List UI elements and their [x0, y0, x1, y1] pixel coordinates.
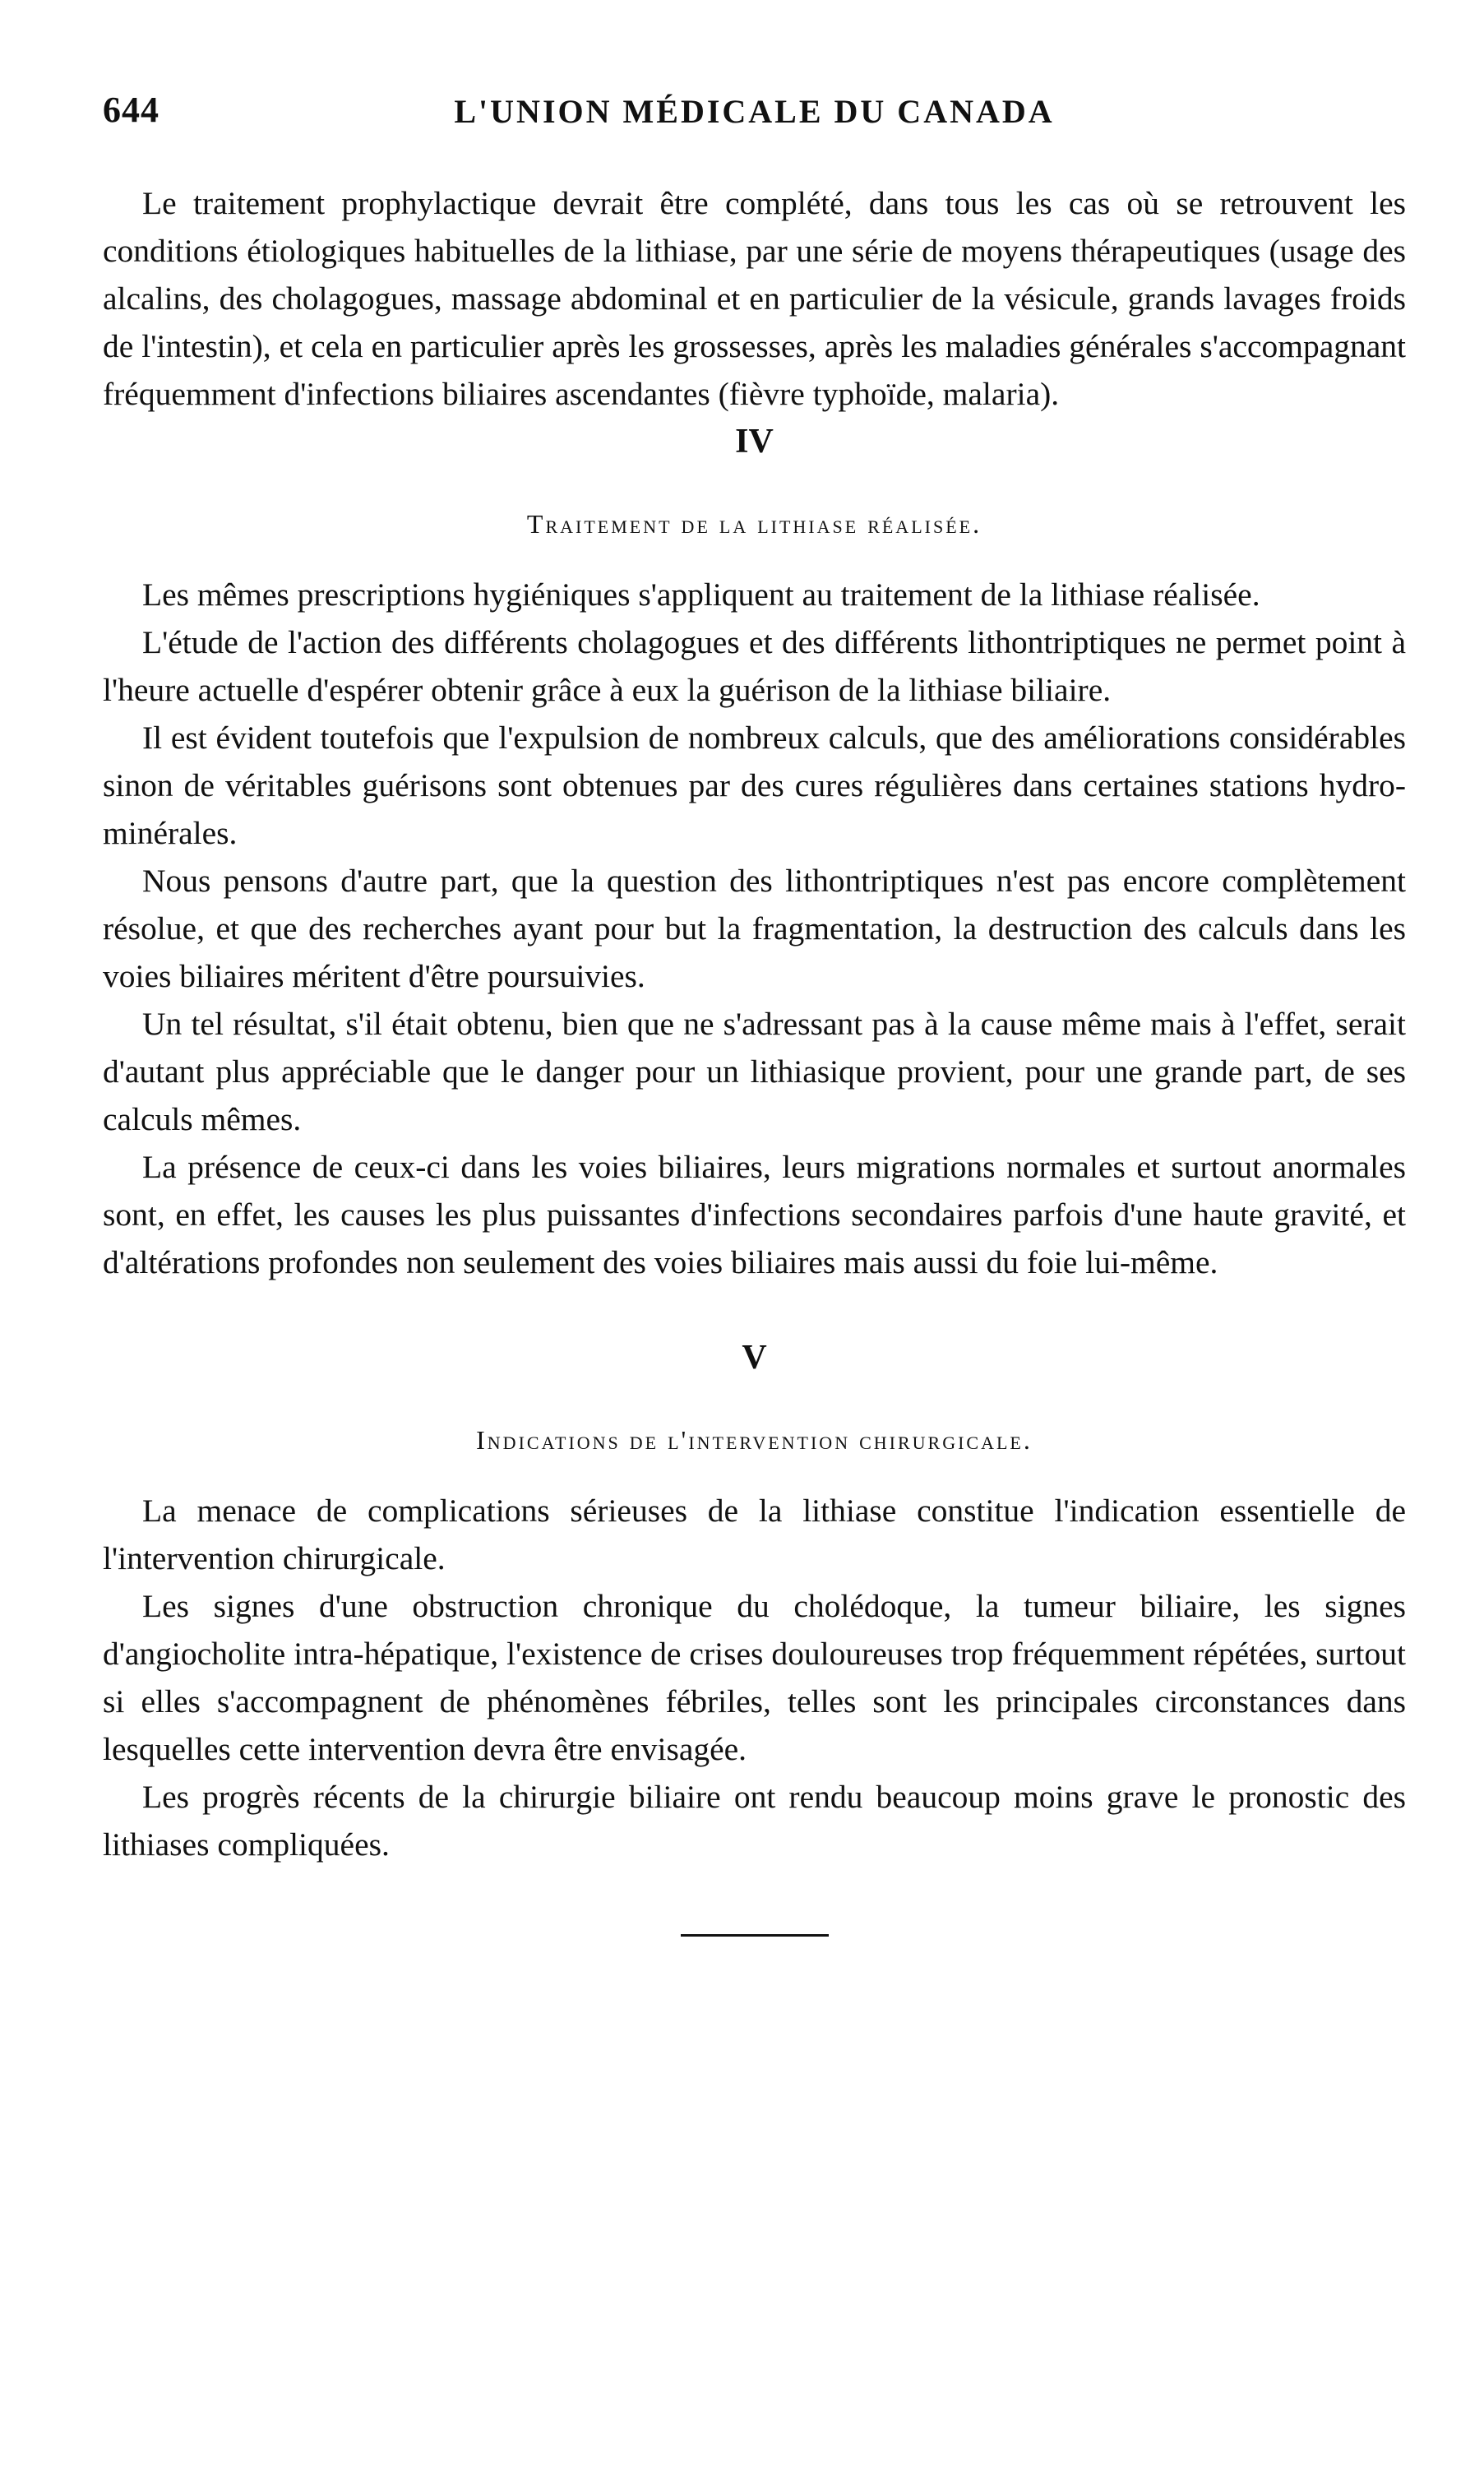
- journal-page: [103, 89, 1406, 1937]
- section-iv-paragraph: La présence de ceux-ci dans les voies biliaires, leurs migrations normales et surtout anormales sont, en effet, les causes les plus puissantes d'infections secondaires parfois d'une haute gravité, et d'altérations profondes non seulement des voies biliaires mais aussi du foie lui-même.: [103, 1149, 1406, 1280]
- section-iv-paragraph: Les mêmes prescriptions hygiéniques s'appliquent au traitement de la lithiase réalisée.: [142, 576, 1260, 613]
- section-title-v: Indications de l'intervention chirurgicale.: [476, 1425, 1033, 1455]
- section-iv-paragraph: Nous pensons d'autre part, que la question des lithontriptiques n'est pas encore complètement résolue, et que des recherches ayant pour but la fragmentation, la destruction des calculs dans les voies biliaires méritent d'être poursuivies.: [103, 863, 1406, 994]
- section-v-paragraph: Les signes d'une obstruction chronique du cholédoque, la tumeur biliaire, les signes d'angiocholite intra-hépatique, l'existence de crises douloureuses trop fréquemment répétées, surtout si elles s'accompagnent de phénomènes fébriles, telles sont les principales circonstances dans lesquelles cette intervention devra être envisagée.: [103, 1588, 1406, 1767]
- section-iv-paragraph: L'étude de l'action des différents cholagogues et des différents lithontriptiques ne permet point à l'heure actuelle d'espérer obtenir grâce à eux la guérison de la lithiase biliaire.: [103, 624, 1406, 708]
- section-iv-paragraph: Il est évident toutefois que l'expulsion de nombreux calculs, que des améliorations considérables sinon de véritables guérisons sont obtenues par des cures régulières dans certaines stations hydro-minérales.: [103, 720, 1406, 851]
- section-v-paragraph: La menace de complications sérieuses de la lithiase constitue l'indication essentielle de l'intervention chirurgicale.: [103, 1493, 1406, 1576]
- running-header: [103, 89, 1406, 146]
- section-number-iv: IV: [735, 423, 774, 461]
- end-rule: [681, 1934, 829, 1937]
- section-number-v: V: [742, 1339, 767, 1377]
- journal-title: L'UNION MÉDICALE DU CANADA: [454, 93, 1055, 130]
- section-iv-paragraph: Un tel résultat, s'il était obtenu, bien que ne s'adressant pas à la cause même mais à l'effet, serait d'autant plus appréciable que le danger pour un lithiasique provient, pour une grande part, de ses calculs mêmes.: [103, 1006, 1406, 1137]
- section-title-iv: Traitement de la lithiase réalisée.: [526, 509, 982, 539]
- intro-paragraph: Le traitement prophylactique devrait être complété, dans tous les cas où se retrouvent les conditions étiologiques habituelles de la lithiase, par une série de moyens thérapeutiques (usage des alcalins, des cholagogues, massage abdominal et en particulier de la vésicule, grands lavages froids de l'intestin), et cela en particulier après les grossesses, après les maladies générales s'accompagnant fréquemment d'infections biliaires ascendantes (fièvre typhoïde, malaria).: [103, 185, 1406, 412]
- page-number: 644: [103, 90, 159, 130]
- section-v-paragraph: Les progrès récents de la chirurgie biliaire ont rendu beaucoup moins grave le pronostic des lithiases compliquées.: [103, 1779, 1406, 1863]
